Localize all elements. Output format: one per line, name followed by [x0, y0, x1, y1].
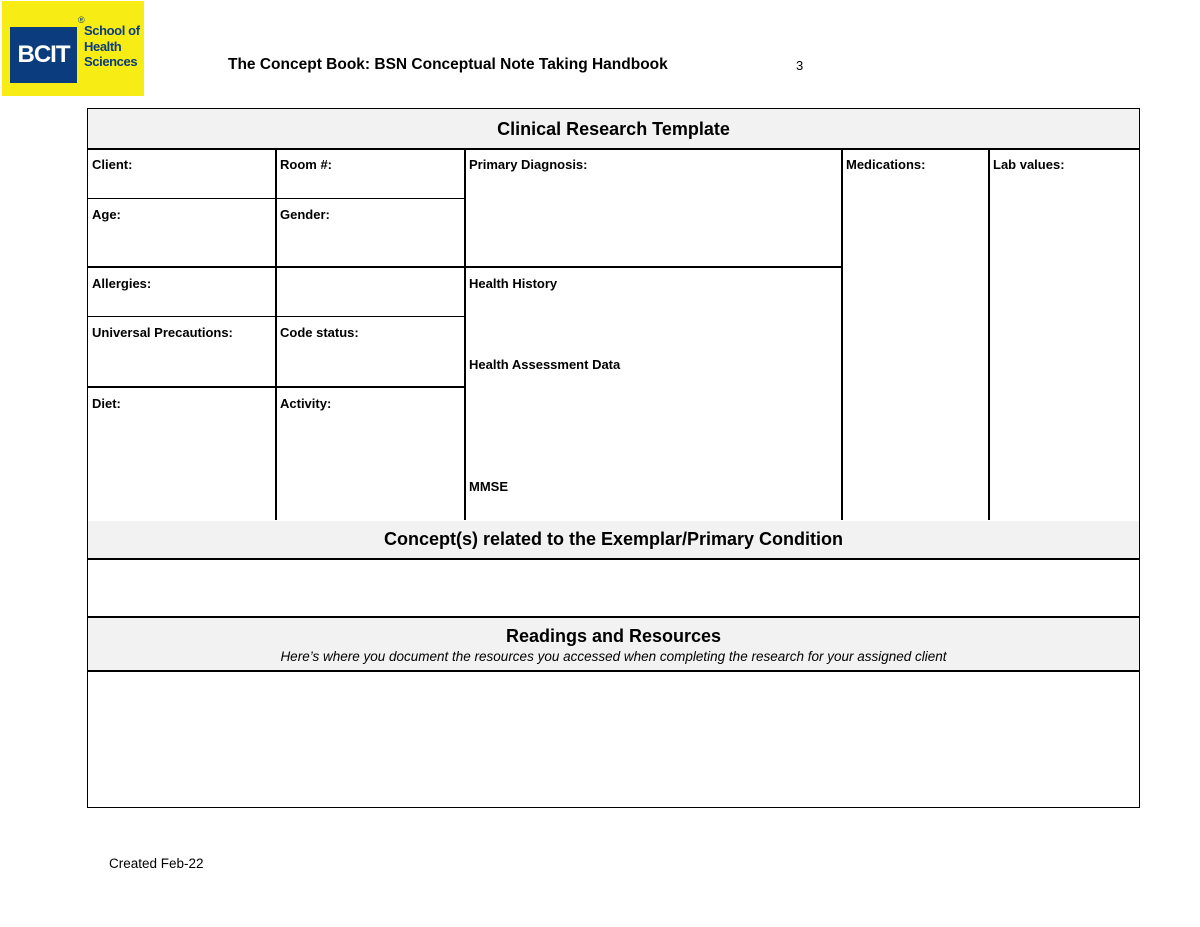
readings-subheading: Here’s where you document the resources you accessed when completing the research for your assigned client [280, 649, 947, 664]
allergies-label: Allergies: [92, 276, 152, 291]
gender-label: Gender: [280, 207, 330, 222]
lab-values-label: Lab values: [993, 157, 1065, 172]
document-title: The Concept Book: BSN Conceptual Note Taking Handbook [228, 56, 668, 73]
readings-entry-area[interactable] [88, 672, 1139, 807]
health-assessment-data-label: Health Assessment Data [469, 357, 621, 372]
health-history-label: Health History [469, 276, 558, 291]
logo-brand: BCIT [10, 27, 77, 83]
mmse-label: MMSE [469, 479, 508, 494]
logo-line-2: Health [84, 38, 122, 54]
clinical-research-template [87, 108, 1140, 808]
template-title: Clinical Research Template [88, 109, 1139, 148]
readings-band [88, 618, 1139, 670]
code-status-label: Code status: [280, 325, 359, 340]
logo-line-3: Sciences [84, 54, 138, 69]
concepts-entry-area[interactable] [88, 560, 1139, 616]
universal-precautions-label: Universal Precautions: [92, 325, 233, 340]
logo-trademark: ® [78, 15, 85, 25]
age-label: Age: [92, 207, 121, 222]
readings-heading: Readings and Resources [505, 626, 722, 646]
client-label: Client: [92, 157, 133, 172]
concepts-heading: Concept(s) related to the Exemplar/Primary Condition [88, 521, 1139, 558]
created-date: Created Feb-22 [109, 856, 204, 871]
primary-diagnosis-label: Primary Diagnosis: [469, 157, 588, 172]
bcit-logo [2, 1, 144, 96]
logo-school-name [84, 23, 144, 70]
page-number: 3 [796, 58, 804, 73]
medications-label: Medications: [846, 157, 926, 172]
diet-label: Diet: [92, 396, 121, 411]
activity-label: Activity: [280, 396, 332, 411]
room-label: Room #: [280, 157, 332, 172]
logo-line-1: School of [84, 23, 140, 38]
